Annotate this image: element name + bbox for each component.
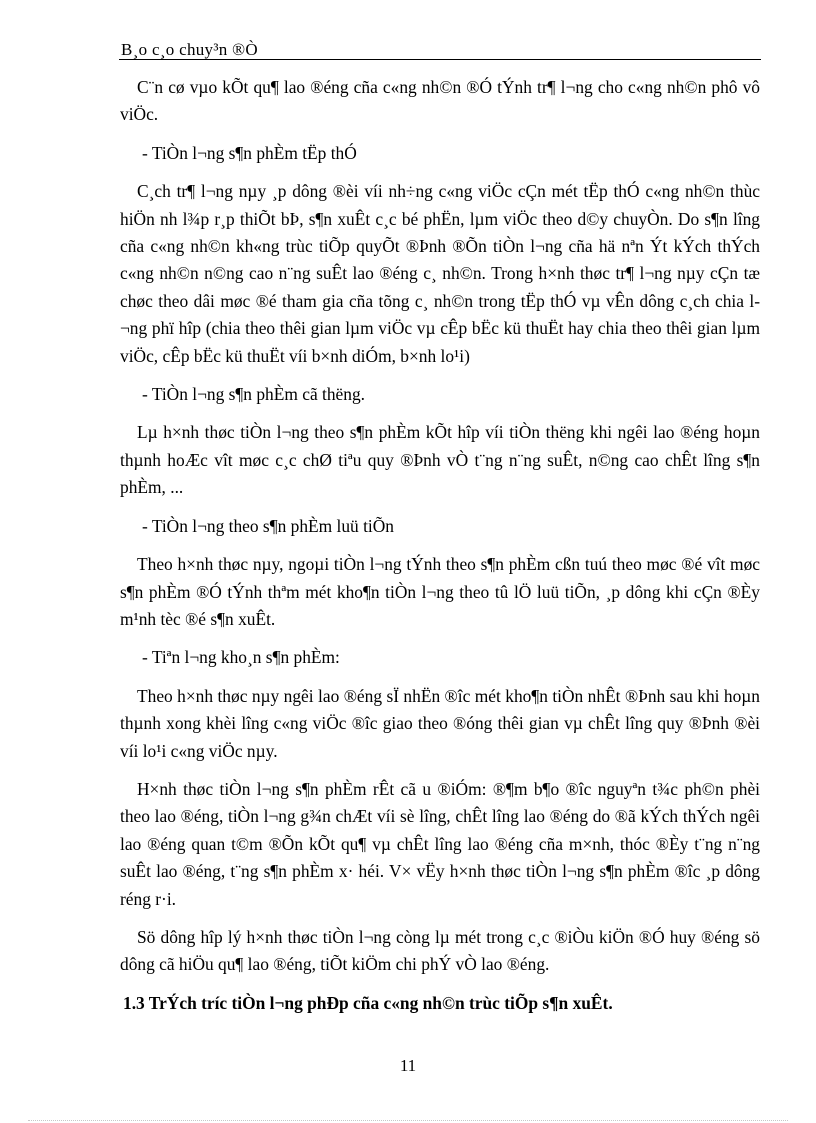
- paragraph: Lµ h×nh thøc tiÒn l¬ng theo s¶n phÈm kÕt hîp víi tiÒn thëng khi ngêi lao ®éng hoµn thµnh hoÆc vît møc c¸c chØ tiªu quy ®Þnh vÒ t¨ng n¨ng suÊt, n©ng cao chÊt lîng s¶n phÈm, ...: [120, 422, 760, 498]
- list-item: - TiÒn l¬ng s¶n phÈm cã thëng.: [142, 384, 365, 405]
- paragraph: Theo h×nh thøc nµy ngêi lao ®éng sÏ nhËn ®îc mét kho¶n tiÒn nhÊt ®Þnh sau khi hoµn thµnh xong khèi lîng c«ng viÖc ®îc giao theo ®óng thêi gian vµ chÊt lîng quy ®Þnh ®èi víi lo¹i c«ng viÖc nµy.: [120, 685, 760, 761]
- footer-rule: [28, 1120, 788, 1121]
- header-rule: [119, 59, 761, 60]
- paragraph: C¸ch tr¶ l¬ng nµy ¸p dông ®èi víi nh÷ng c«ng viÖc cÇn mét tËp thÓ c«ng nh©n thùc hiÖn nh l¾p r¸p thiÕt bÞ, s¶n xuÊt c¸c bé phËn, lµm viÖc theo d©y chuyÒn. Do s¶n lîng cña c«ng nh©n kh«ng trùc tiÕp quyÕt ®Þnh ®Õn tiÒn l¬ng cña hä nªn Ýt kÝch thÝch c«ng nh©n n©ng cao n¨ng suÊt lao ®éng c¸ nh©n. Trong h×nh thøc tr¶ l¬ng nµy cÇn tæ chøc theo dâi møc ®é tham gia cña tõng c¸ nh©n trong tËp thÓ vµ vÊn dông c¸ch chia l¬ng phï hîp (chia theo thêi gian lµm viÖc vµ cÊp bËc kü thuËt hay chia theo thêi gian lµm viÖc, cÊp bËc kü thuËt víi b×nh diÓm, b×nh lo¹i): [120, 181, 760, 366]
- paragraph: H×nh thøc tiÒn l¬ng s¶n phÈm rÊt cã u ®iÓm: ®¶m b¶o ®îc nguyªn t¾c ph©n phèi theo lao ®éng, tiÒn l¬ng g¾n chÆt víi sè lîng, chÊt lîng lao ®éng do ®ã kÝch thÝch ngêi lao ®éng quan t©m ®Õn kÕt qu¶ vµ chÊt lîng lao ®éng cña m×nh, thóc ®Èy t¨ng n¨ng suÊt lao ®éng, t¨ng s¶n phÈm x· héi. V× vËy h×nh thøc tiÒn l¬ng s¶n phÈm ®îc ¸p dông réng r·i.: [120, 778, 760, 909]
- document-body: [120, 74, 760, 1017]
- list-item: - Tiªn l¬ng kho¸n s¶n phÈm:: [142, 647, 340, 668]
- list-item: - TiÒn l¬ng theo s¶n phÈm luü tiÕn: [142, 515, 395, 536]
- paragraph: C¨n cø vµo kÕt qu¶ lao ®éng cña c«ng nh©n ®Ó tÝnh tr¶ l¬ng cho c«ng nh©n phô vô viÖc.: [120, 77, 760, 125]
- paragraph: Theo h×nh thøc nµy, ngoµi tiÒn l¬ng tÝnh theo s¶n phÈm cßn tuú theo møc ®é vît møc s¶n phÈm ®Ó tÝnh thªm mét kho¶n tiÒn l¬ng theo tû lÖ luü tiÕn, ¸p dông khi cÇn ®Èy m¹nh tèc ®é s¶n xuÊt.: [120, 554, 760, 629]
- section-heading: 1.3 TrÝch tríc tiÒn l¬ng phÐp cña c«ng nh©n trùc tiÕp s¶n xuÊt.: [123, 992, 613, 1013]
- page-number: 11: [399, 1056, 417, 1075]
- paragraph: Sö dông hîp lý h×nh thøc tiÒn l¬ng còng lµ mét trong c¸c ®iÒu kiÖn ®Ó huy ®éng sö dông cã hiÖu qu¶ lao ®éng, tiÕt kiÖm chi phÝ vÒ lao ®éng.: [120, 926, 760, 975]
- list-item: - TiÒn l¬ng s¶n phÈm tËp thÓ: [142, 142, 357, 163]
- running-header: B¸o c¸o chuy³n ®Ò: [121, 40, 258, 59]
